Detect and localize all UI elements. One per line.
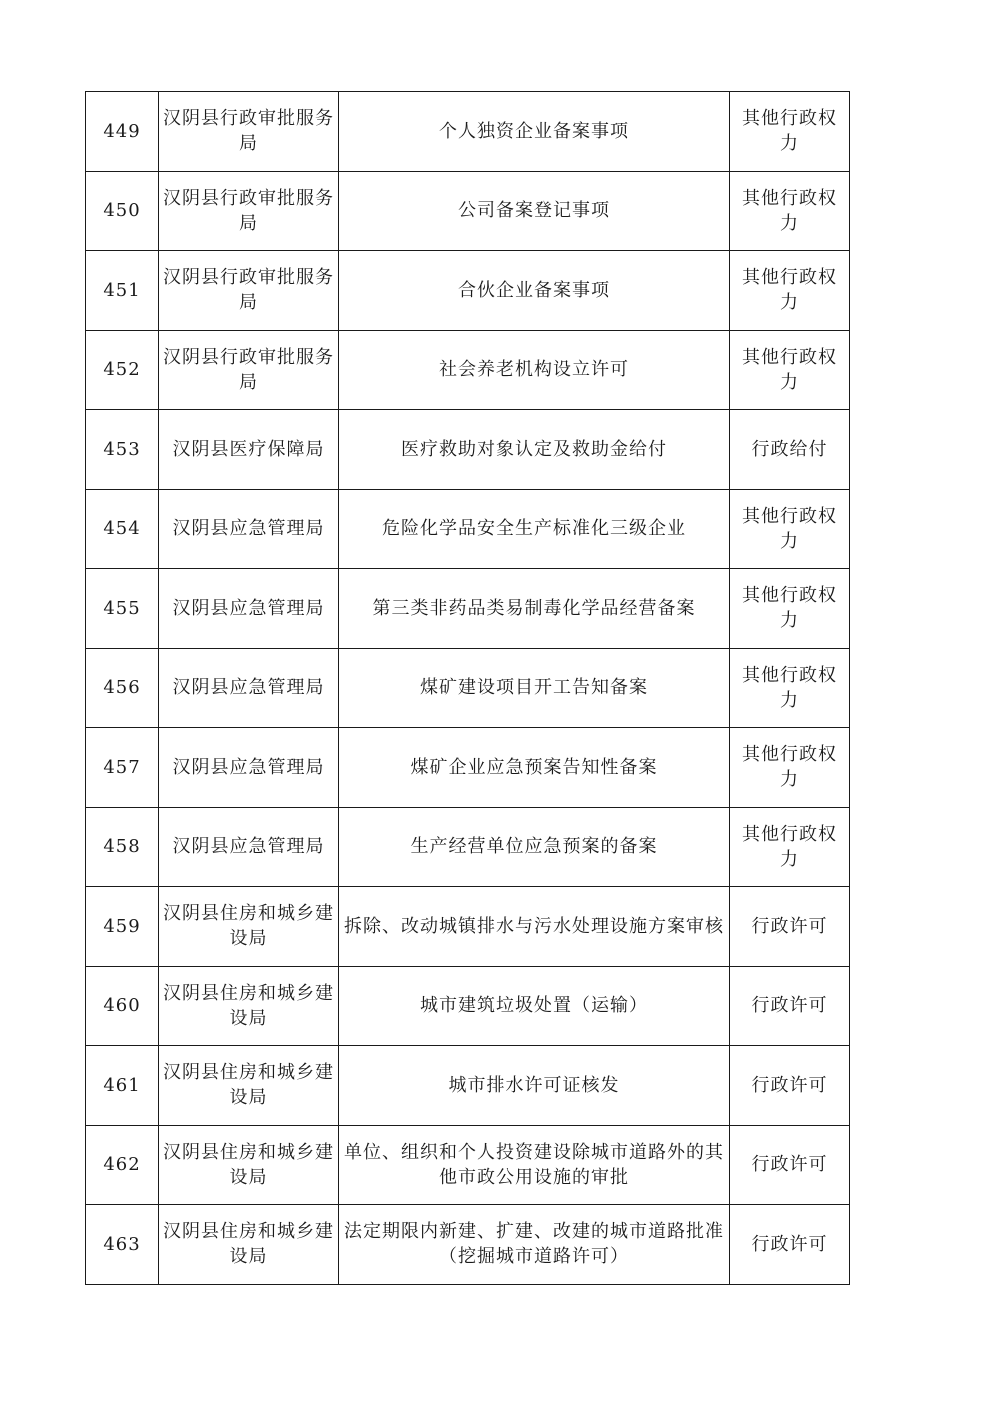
administrative-power-table [85, 91, 850, 1285]
department-name: 汉阴县应急管理局 [159, 807, 339, 887]
table-row [86, 648, 850, 728]
table-row [86, 410, 850, 490]
table-row [86, 807, 850, 887]
power-item-name: 法定期限内新建、扩建、改建的城市道路批准（挖掘城市道路许可） [339, 1205, 730, 1285]
power-type: 其他行政权力 [730, 251, 850, 331]
power-type: 其他行政权力 [730, 728, 850, 808]
department-name: 汉阴县应急管理局 [159, 648, 339, 728]
power-type: 行政许可 [730, 1205, 850, 1285]
power-type: 行政给付 [730, 410, 850, 490]
table-row [86, 1125, 850, 1205]
row-number: 458 [86, 807, 159, 887]
department-name: 汉阴县医疗保障局 [159, 410, 339, 490]
power-type: 其他行政权力 [730, 648, 850, 728]
power-item-name: 城市建筑垃圾处置（运输） [339, 966, 730, 1046]
power-type: 其他行政权力 [730, 489, 850, 569]
row-number: 449 [86, 92, 159, 172]
row-number: 463 [86, 1205, 159, 1285]
power-item-name: 公司备案登记事项 [339, 171, 730, 251]
row-number: 462 [86, 1125, 159, 1205]
power-item-name: 危险化学品安全生产标准化三级企业 [339, 489, 730, 569]
power-type: 其他行政权力 [730, 92, 850, 172]
table-row [86, 330, 850, 410]
power-type: 行政许可 [730, 1125, 850, 1205]
department-name: 汉阴县住房和城乡建设局 [159, 1125, 339, 1205]
row-number: 460 [86, 966, 159, 1046]
row-number: 456 [86, 648, 159, 728]
department-name: 汉阴县应急管理局 [159, 728, 339, 808]
department-name: 汉阴县住房和城乡建设局 [159, 1205, 339, 1285]
row-number: 450 [86, 171, 159, 251]
row-number: 459 [86, 887, 159, 967]
power-type: 其他行政权力 [730, 569, 850, 649]
row-number: 455 [86, 569, 159, 649]
row-number: 453 [86, 410, 159, 490]
power-item-name: 第三类非药品类易制毒化学品经营备案 [339, 569, 730, 649]
power-item-name: 单位、组织和个人投资建设除城市道路外的其他市政公用设施的审批 [339, 1125, 730, 1205]
table-row [86, 966, 850, 1046]
row-number: 461 [86, 1046, 159, 1126]
table-row [86, 887, 850, 967]
table-row [86, 251, 850, 331]
table-row [86, 489, 850, 569]
power-type: 行政许可 [730, 966, 850, 1046]
department-name: 汉阴县应急管理局 [159, 569, 339, 649]
power-type: 行政许可 [730, 887, 850, 967]
power-item-name: 合伙企业备案事项 [339, 251, 730, 331]
power-item-name: 煤矿建设项目开工告知备案 [339, 648, 730, 728]
department-name: 汉阴县行政审批服务局 [159, 251, 339, 331]
table-row [86, 92, 850, 172]
table-row [86, 171, 850, 251]
department-name: 汉阴县住房和城乡建设局 [159, 966, 339, 1046]
power-item-name: 医疗救助对象认定及救助金给付 [339, 410, 730, 490]
table-row [86, 1046, 850, 1126]
power-item-name: 社会养老机构设立许可 [339, 330, 730, 410]
power-type: 行政许可 [730, 1046, 850, 1126]
department-name: 汉阴县行政审批服务局 [159, 92, 339, 172]
row-number: 451 [86, 251, 159, 331]
table-body [86, 92, 850, 1285]
power-type: 其他行政权力 [730, 171, 850, 251]
power-type: 其他行政权力 [730, 807, 850, 887]
department-name: 汉阴县行政审批服务局 [159, 171, 339, 251]
row-number: 457 [86, 728, 159, 808]
department-name: 汉阴县应急管理局 [159, 489, 339, 569]
power-type: 其他行政权力 [730, 330, 850, 410]
department-name: 汉阴县住房和城乡建设局 [159, 887, 339, 967]
power-item-name: 城市排水许可证核发 [339, 1046, 730, 1126]
row-number: 452 [86, 330, 159, 410]
power-item-name: 生产经营单位应急预案的备案 [339, 807, 730, 887]
power-item-name: 拆除、改动城镇排水与污水处理设施方案审核 [339, 887, 730, 967]
table-row [86, 569, 850, 649]
table-row [86, 728, 850, 808]
department-name: 汉阴县住房和城乡建设局 [159, 1046, 339, 1126]
power-item-name: 个人独资企业备案事项 [339, 92, 730, 172]
power-item-name: 煤矿企业应急预案告知性备案 [339, 728, 730, 808]
table-row [86, 1205, 850, 1285]
row-number: 454 [86, 489, 159, 569]
department-name: 汉阴县行政审批服务局 [159, 330, 339, 410]
